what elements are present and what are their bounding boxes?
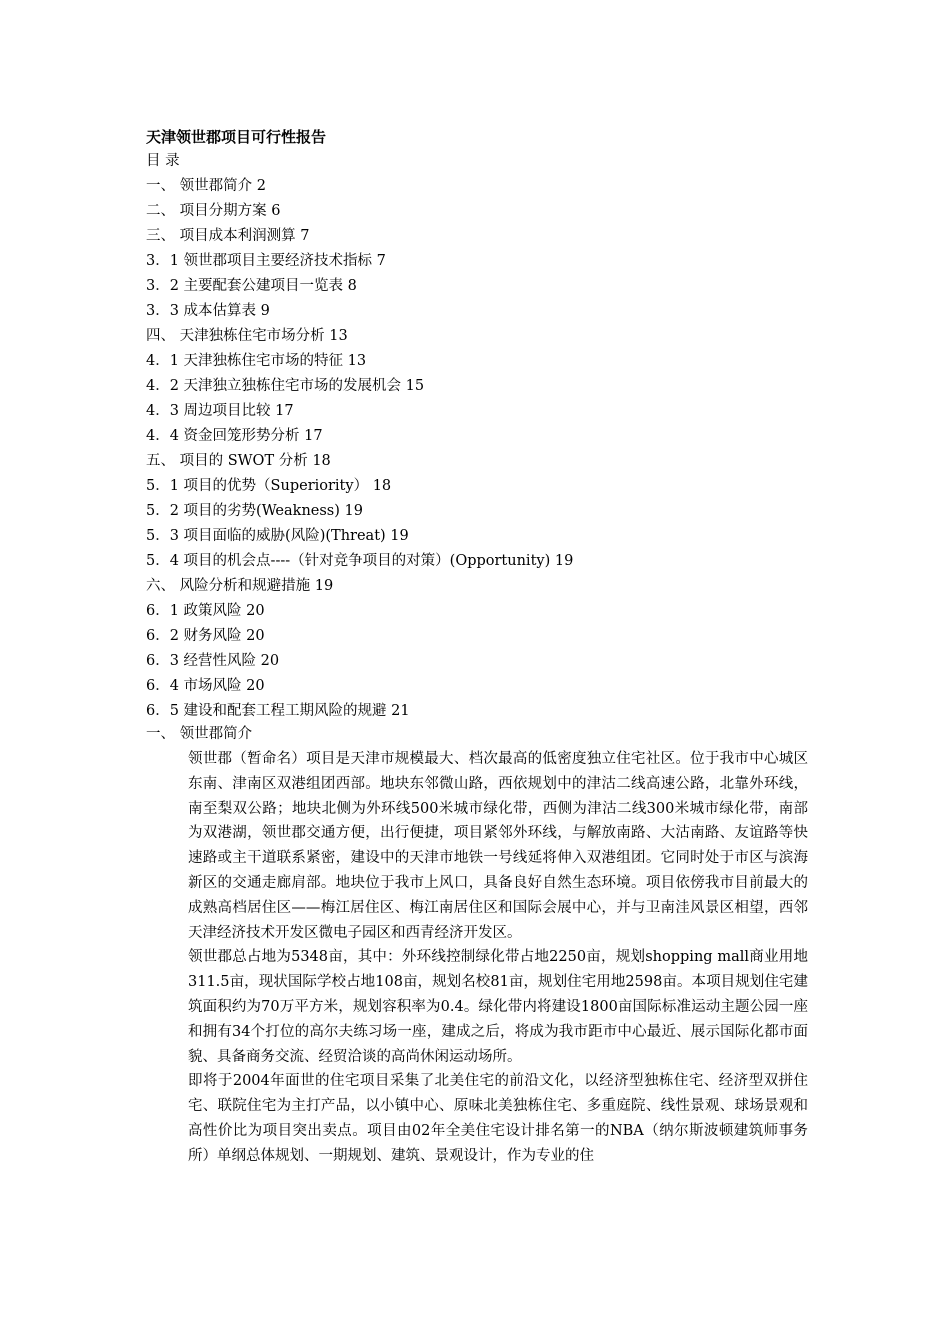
toc-entry: 4．1 天津独栋住宅市场的特征 13 — [146, 353, 367, 369]
body-paragraph: 领世郡总占地为5348亩，其中：外环线控制绿化带占地2250亩，规划shopping mall商业用地311.5亩，现状国际学校占地108亩，规划名校81亩，规划住宅用地2598亩。本项目规划住宅建筑面积约为70万平方米，规划容积率为0.4。绿化带内将建设1800亩国际标准运动主题公园一座和拥有34个打位的高尔夫练习场一座，建成之后，将成为我市距市中心最近、展示国际化都市面貌、具备商务交流、经贸洽谈的高尚休闲运动场所。 — [188, 949, 808, 1065]
toc-entry: 三、 项目成本利润测算 7 — [146, 228, 310, 244]
toc-entry: 3．1 领世郡项目主要经济技术指标 7 — [146, 253, 386, 269]
toc-entry: 5．3 项目面临的威胁(风险)(Threat) 19 — [146, 528, 409, 544]
toc-entry: 6．5 建设和配套工程工期风险的规避 21 — [146, 703, 410, 719]
toc-heading: 目 录 — [146, 153, 180, 169]
toc-entry: 4．3 周边项目比较 17 — [146, 403, 294, 419]
toc-entry: 5．1 项目的优势（Superiority） 18 — [146, 478, 392, 494]
toc-entry: 6．2 财务风险 20 — [146, 628, 265, 644]
document-title: 天津领世郡项目可行性报告 — [146, 128, 327, 146]
toc-entry: 5．4 项目的机会点----（针对竞争项目的对策）(Opportunity) 19 — [146, 553, 574, 569]
toc-entry: 5．2 项目的劣势(Weakness) 19 — [146, 503, 363, 519]
toc-entry: 4．4 资金回笼形势分析 17 — [146, 428, 323, 444]
toc-entry: 四、 天津独栋住宅市场分析 13 — [146, 328, 348, 344]
section-body — [188, 747, 808, 1169]
toc-entry: 6．4 市场风险 20 — [146, 678, 265, 694]
table-of-contents — [146, 149, 573, 724]
body-paragraph: 即将于2004年面世的住宅项目采集了北美住宅的前沿文化，以经济型独栋住宅、经济型双拼住宅、联院住宅为主打产品，以小镇中心、原味北美独栋住宅、多重庭院、线性景观、球场景观和高性价比为项目突出卖点。项目由02年全美住宅设计排名第一的NBA（纳尔斯波顿建筑师事务所）单纲总体规划、一期规划、建筑、景观设计，作为专业的住 — [188, 1073, 808, 1164]
toc-entry: 3．2 主要配套公建项目一览表 8 — [146, 278, 357, 294]
toc-entry: 3．3 成本估算表 9 — [146, 303, 270, 319]
body-paragraph: 领世郡（暂命名）项目是天津市规模最大、档次最高的低密度独立住宅社区。位于我市中心城区东南、津南区双港组团西部。地块东邻微山路，西依规划中的津沽二线高速公路，北靠外环线，南至梨双公路；地块北侧为外环线500米城市绿化带，西侧为津沽二线300米城市绿化带，南部为双港湖，领世郡交通方便，出行便捷，项目紧邻外环线，与解放南路、大沽南路、友谊路等快速路或主干道联系紧密，建设中的天津市地铁一号线延将伸入双港组团。它同时处于市区与滨海新区的交通走廊肩部。地块位于我市上风口，具备良好自然生态环境。项目依傍我市目前最大的成熟高档居住区——梅江居住区、梅江南居住区和国际会展中心，并与卫南洼风景区相望，西邻天津经济技术开发区微电子园区和西青经济开发区。 — [188, 751, 808, 941]
toc-entry: 五、 项目的 SWOT 分析 18 — [146, 453, 331, 469]
toc-entry: 6．3 经营性风险 20 — [146, 653, 280, 669]
toc-entry: 4．2 天津独立独栋住宅市场的发展机会 15 — [146, 378, 425, 394]
toc-entry: 二、 项目分期方案 6 — [146, 203, 281, 219]
toc-entry: 6．1 政策风险 20 — [146, 603, 265, 619]
toc-entry: 六、 风险分析和规避措施 19 — [146, 578, 334, 594]
toc-entry: 一、 领世郡简介 2 — [146, 178, 266, 194]
section-heading: 一、 领世郡简介 — [146, 726, 253, 742]
